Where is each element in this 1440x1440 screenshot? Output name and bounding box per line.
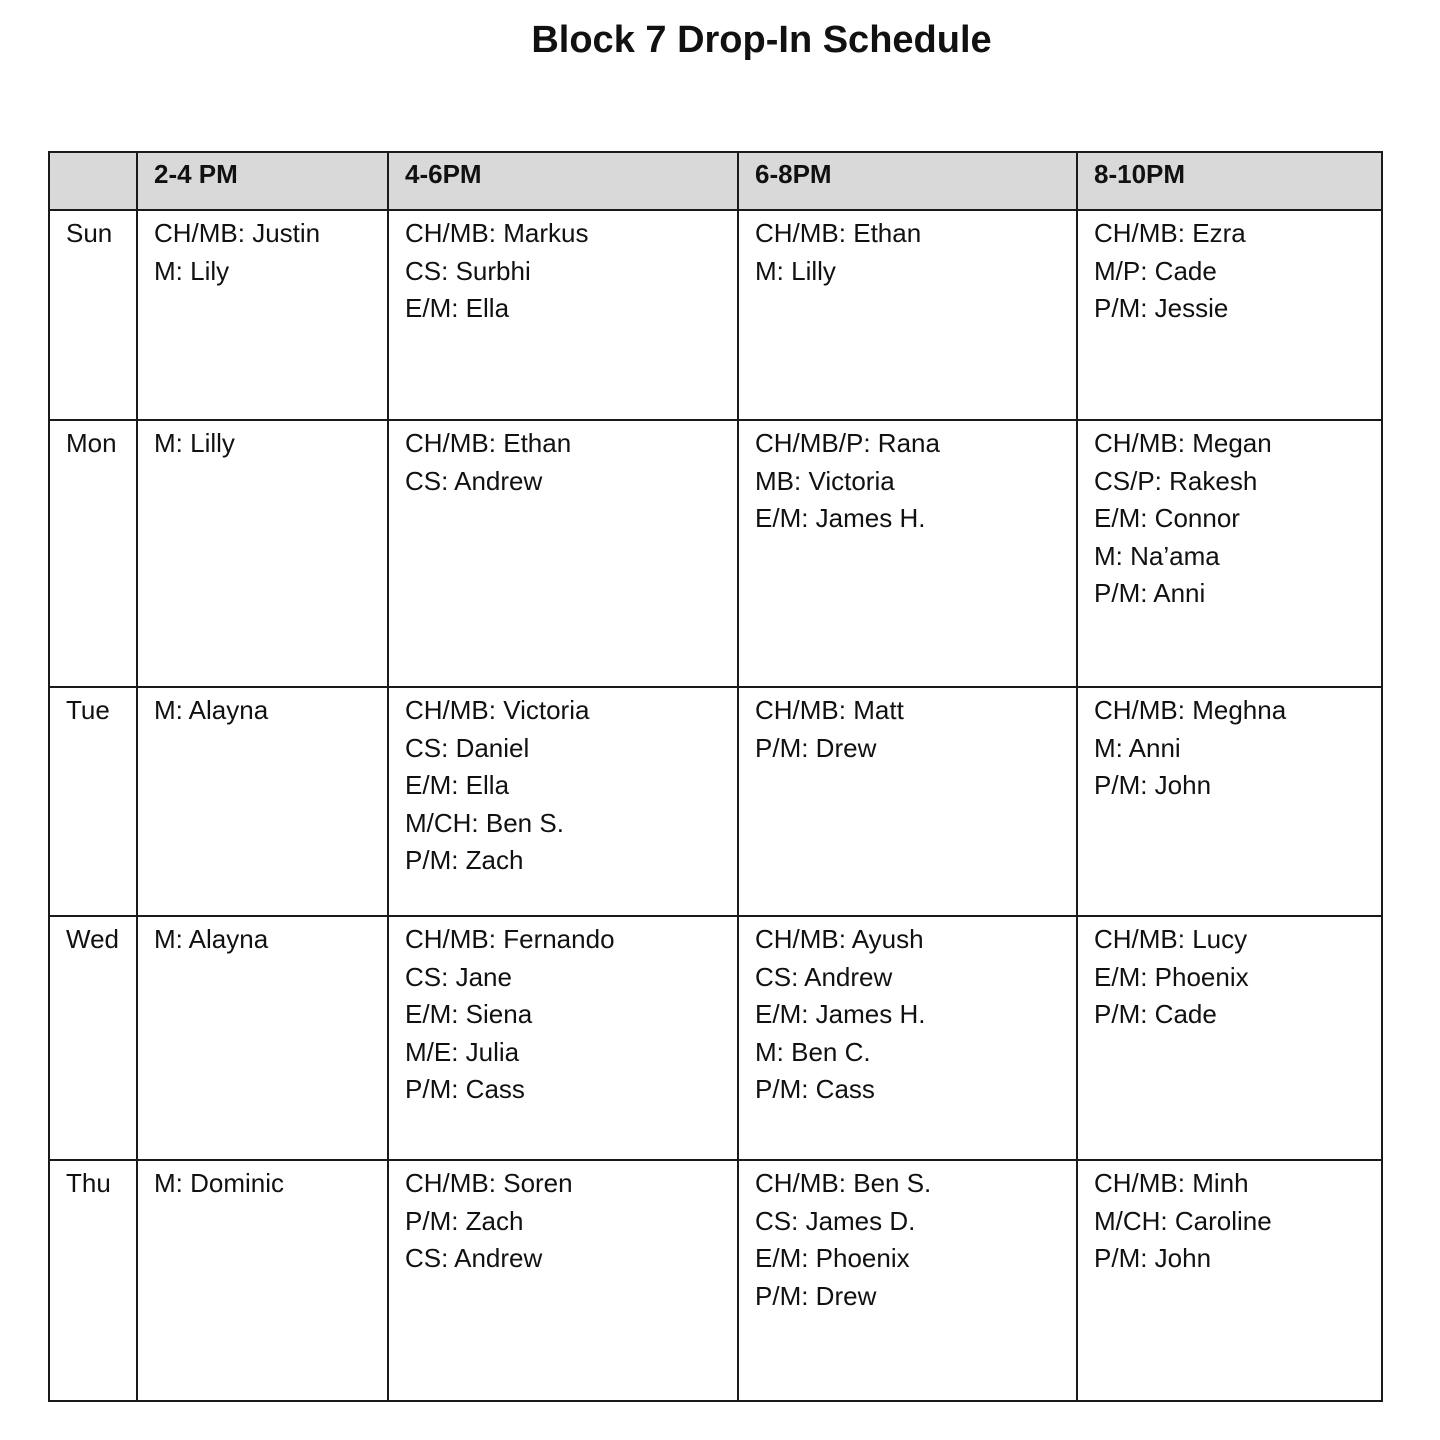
assignment-entry: CH/MB: Ethan <box>755 218 922 248</box>
schedule-cell-slot-6-8pm <box>738 916 1077 1160</box>
day-label: Tue <box>49 687 137 916</box>
assignment-entry: CS: Daniel <box>405 732 530 763</box>
assignment-entry: P/M: Jessie <box>1094 293 1229 323</box>
assignment-entry: M: Na’ama <box>1094 540 1220 571</box>
schedule-cell-slot-2-4pm <box>137 916 388 1160</box>
day-label: Wed <box>49 916 137 1160</box>
assignment-entry: E/M: Ella <box>405 293 510 323</box>
assignment-entry: P/M: John <box>1094 770 1212 800</box>
schedule-table <box>48 151 1383 1402</box>
day-label: Thu <box>49 1160 137 1401</box>
table-row <box>49 210 1382 420</box>
table-row <box>49 1160 1382 1401</box>
assignment-entry: CH/MB: Ayush <box>755 924 924 954</box>
assignment-entry: CH/MB: Soren <box>405 1168 573 1198</box>
assignment-entry: P/M: Cass <box>405 1074 525 1104</box>
assignment-entry: MB: Victoria <box>755 465 895 496</box>
table-row <box>49 916 1382 1160</box>
assignment-entry: P/M: Cade <box>1094 999 1217 1029</box>
day-label: Sun <box>49 210 137 420</box>
assignment-entry: E/M: Phoenix <box>1094 961 1249 992</box>
assignment-entry: P/M: Zach <box>405 1205 524 1236</box>
schedule-cell-slot-2-4pm <box>137 687 388 916</box>
assignment-entry: M: Lily <box>154 255 230 286</box>
assignment-entry: CH/MB: Meghna <box>1094 695 1287 725</box>
assignment-entry: M: Lilly <box>755 255 836 286</box>
day-label: Mon <box>49 420 137 687</box>
assignment-entry: M/CH: Ben S. <box>405 807 564 838</box>
assignment-entry: CS: Jane <box>405 961 512 992</box>
assignment-entry: CS: Andrew <box>405 1243 543 1273</box>
assignment-entry: M: Alayna <box>154 695 269 725</box>
schedule-cell-slot-4-6pm <box>388 916 738 1160</box>
assignment-entry: CS: Surbhi <box>405 255 531 286</box>
assignment-entry: CS: Andrew <box>405 465 543 496</box>
assignment-entry: P/M: Zach <box>405 845 524 875</box>
schedule-cell-slot-4-6pm <box>388 687 738 916</box>
assignment-entry: CH/MB/P: Rana <box>755 428 940 458</box>
assignment-entry: E/M: James H. <box>755 999 926 1029</box>
header-slot-6-8pm: 6-8PM <box>738 152 1077 210</box>
header-slot-4-6pm: 4-6PM <box>388 152 738 210</box>
assignment-entry: CH/MB: Victoria <box>405 695 590 725</box>
assignment-entry: P/M: Anni <box>1094 578 1206 608</box>
assignment-entry: CH/MB: Fernando <box>405 924 615 954</box>
assignment-entry: M: Dominic <box>154 1168 285 1198</box>
schedule-cell-slot-8-10pm <box>1077 1160 1382 1401</box>
page-title: Block 7 Drop-In Schedule <box>531 19 992 61</box>
assignment-entry: CH/MB: Markus <box>405 218 589 248</box>
header-row <box>49 152 1382 210</box>
assignment-entry: CH/MB: Justin <box>154 218 321 248</box>
schedule-cell-slot-6-8pm <box>738 687 1077 916</box>
table-row <box>49 687 1382 916</box>
assignment-entry: M: Alayna <box>154 924 269 954</box>
assignment-entry: CH/MB: Megan <box>1094 428 1272 458</box>
assignment-entry: CS: Andrew <box>755 961 893 992</box>
assignment-entry: E/M: Connor <box>1094 503 1240 533</box>
assignment-entry: E/M: James H. <box>755 503 926 533</box>
assignment-entry: CH/MB: Minh <box>1094 1168 1249 1198</box>
assignment-entry: P/M: Cass <box>755 1074 875 1104</box>
header-slot-2-4pm: 2-4 PM <box>137 152 388 210</box>
table-row <box>49 420 1382 687</box>
schedule-cell-slot-8-10pm <box>1077 687 1382 916</box>
assignment-entry: M/CH: Caroline <box>1094 1205 1272 1236</box>
assignment-entry: M: Anni <box>1094 732 1181 763</box>
assignment-entry: M/E: Julia <box>405 1036 520 1067</box>
assignment-entry: P/M: Drew <box>755 1280 877 1311</box>
schedule-cell-slot-8-10pm <box>1077 210 1382 420</box>
schedule-cell-slot-2-4pm <box>137 1160 388 1401</box>
header-day-cell <box>49 152 137 210</box>
schedule-cell-slot-2-4pm <box>137 420 388 687</box>
assignment-entry: CH/MB: Ezra <box>1094 218 1246 248</box>
assignment-entry: M: Lilly <box>154 428 235 458</box>
schedule-cell-slot-6-8pm <box>738 1160 1077 1401</box>
header-slot-8-10pm: 8-10PM <box>1077 152 1382 210</box>
schedule-cell-slot-4-6pm <box>388 420 738 687</box>
assignment-entry: M: Ben C. <box>755 1036 871 1067</box>
assignment-entry: CH/MB: Ben S. <box>755 1168 932 1198</box>
assignment-entry: P/M: Drew <box>755 732 877 763</box>
assignment-entry: E/M: Siena <box>405 999 533 1029</box>
schedule-cell-slot-6-8pm <box>738 210 1077 420</box>
assignment-entry: CS/P: Rakesh <box>1094 465 1258 496</box>
schedule-cell-slot-6-8pm <box>738 420 1077 687</box>
assignment-entry: CH/MB: Lucy <box>1094 924 1248 954</box>
assignment-entry: CS: James D. <box>755 1205 916 1236</box>
assignment-entry: M/P: Cade <box>1094 255 1217 286</box>
assignment-entry: E/M: Ella <box>405 770 510 800</box>
schedule-cell-slot-8-10pm <box>1077 916 1382 1160</box>
schedule-cell-slot-2-4pm <box>137 210 388 420</box>
assignment-entry: CH/MB: Ethan <box>405 428 572 458</box>
schedule-cell-slot-4-6pm <box>388 210 738 420</box>
assignment-entry: E/M: Phoenix <box>755 1243 910 1273</box>
assignment-entry: P/M: John <box>1094 1243 1212 1273</box>
schedule-cell-slot-4-6pm <box>388 1160 738 1401</box>
schedule-cell-slot-8-10pm <box>1077 420 1382 687</box>
assignment-entry: CH/MB: Matt <box>755 695 904 725</box>
